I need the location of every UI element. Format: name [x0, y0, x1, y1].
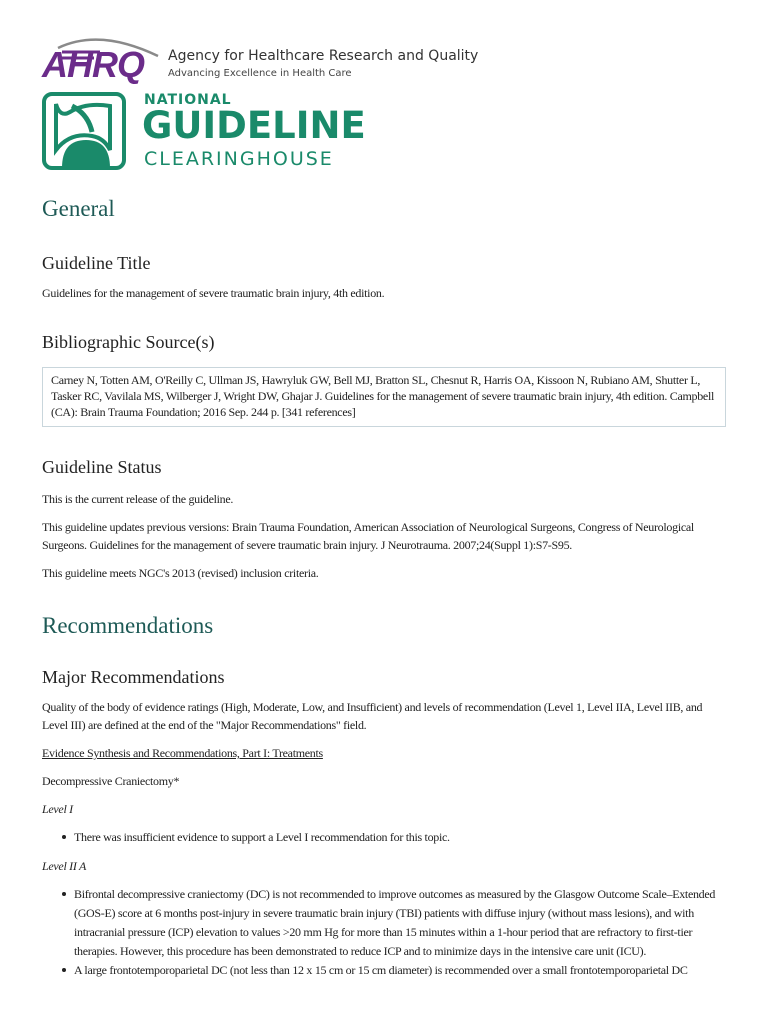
ngc-logo-icon	[42, 92, 126, 170]
status-inclusion-criteria: This guideline meets NGC's 2013 (revised) inclusion criteria.	[42, 566, 319, 580]
level-1-label: Level I	[42, 802, 73, 816]
guideline-status-heading: Guideline Status	[42, 457, 162, 477]
ahrq-logo-text: AHRQ	[42, 44, 144, 85]
ahrq-logo-block	[40, 34, 500, 85]
agency-tagline: Advancing Excellence in Health Care	[168, 68, 352, 79]
guideline-title-heading: Guideline Title	[42, 253, 151, 273]
level-2a-list	[42, 885, 726, 980]
list-item: There was insufficient evidence to support a Level I recommendation for this topic.	[42, 828, 726, 847]
ngc-clearinghouse: CLEARINGHOUSE	[144, 148, 334, 170]
guideline-title-text: Guidelines for the management of severe traumatic brain injury, 4th edition.	[42, 286, 385, 300]
recommendations-heading: Recommendations	[42, 613, 214, 638]
general-heading: General	[42, 196, 115, 221]
evidence-synthesis-link[interactable]: Evidence Synthesis and Recommendations, Part I: Treatments	[42, 746, 323, 760]
level-2a-label: Level II A	[42, 859, 87, 873]
status-current-release: This is the current release of the guideline.	[42, 492, 234, 506]
evidence-ratings-intro: Quality of the body of evidence ratings (High, Moderate, Low, and Insufficient) and levels of recommendation (Level 1, Level IIA, Level IIB, and Level III) are defined at the end of the "Major Recommendations" field.	[42, 700, 703, 732]
bibliographic-source-box: Carney N, Totten AM, O'Reilly C, Ullman JS, Hawryluk GW, Bell MJ, Bratton SL, Chesnut R, Harris OA, Kissoon N, Rubiano AM, Shutter L, Tasker RC, Vavilala MS, Wilberger J, Wright DW, Ghajar J. Guidelines for the management of severe traumatic brain injury, 4th edition. Campbell (CA): Brain Trauma Foundation; 2016 Sep. 244 p. [341 references]	[42, 367, 726, 427]
list-item: Bifrontal decompressive craniectomy (DC) is not recommended to improve outcomes as measured by the Glasgow Outcome Scale–Extended (GOS-E) score at 6 months post-injury in severe traumatic brain injury (TBI) patients with diffuse injury (without mass lesions), and with intracranial pressure (ICP) elevation to values >20 mm Hg for more than 15 minutes within a 1-hour period that are refractory to first-tier therapies. However, this procedure has been demonstrated to reduce ICP and to minimize days in the intensive care unit (ICU).	[42, 885, 726, 961]
ngc-national: NATIONAL	[144, 92, 232, 108]
level-1-list	[42, 828, 726, 847]
major-recommendations-heading: Major Recommendations	[42, 667, 225, 687]
topic-decompressive-craniectomy: Decompressive Craniectomy*	[42, 774, 180, 788]
status-updates-previous: This guideline updates previous versions: Brain Trauma Foundation, American Association of Neurological Surgeons, Congress of Neurological Surgeons. Guidelines for the management of severe traumatic brain injury. J Neurotrauma. 2007;24(Suppl 1):S7-S95.	[42, 520, 694, 552]
ngc-guideline: GUIDELINE	[142, 104, 366, 147]
ngc-logo-block	[42, 92, 372, 172]
bibliographic-source-heading: Bibliographic Source(s)	[42, 332, 215, 352]
agency-name: Agency for Healthcare Research and Quality	[168, 48, 479, 64]
document-body	[42, 196, 726, 980]
list-item: A large frontotemporoparietal DC (not less than 12 x 15 cm or 15 cm diameter) is recommended over a small frontotemporoparietal DC	[42, 961, 726, 980]
